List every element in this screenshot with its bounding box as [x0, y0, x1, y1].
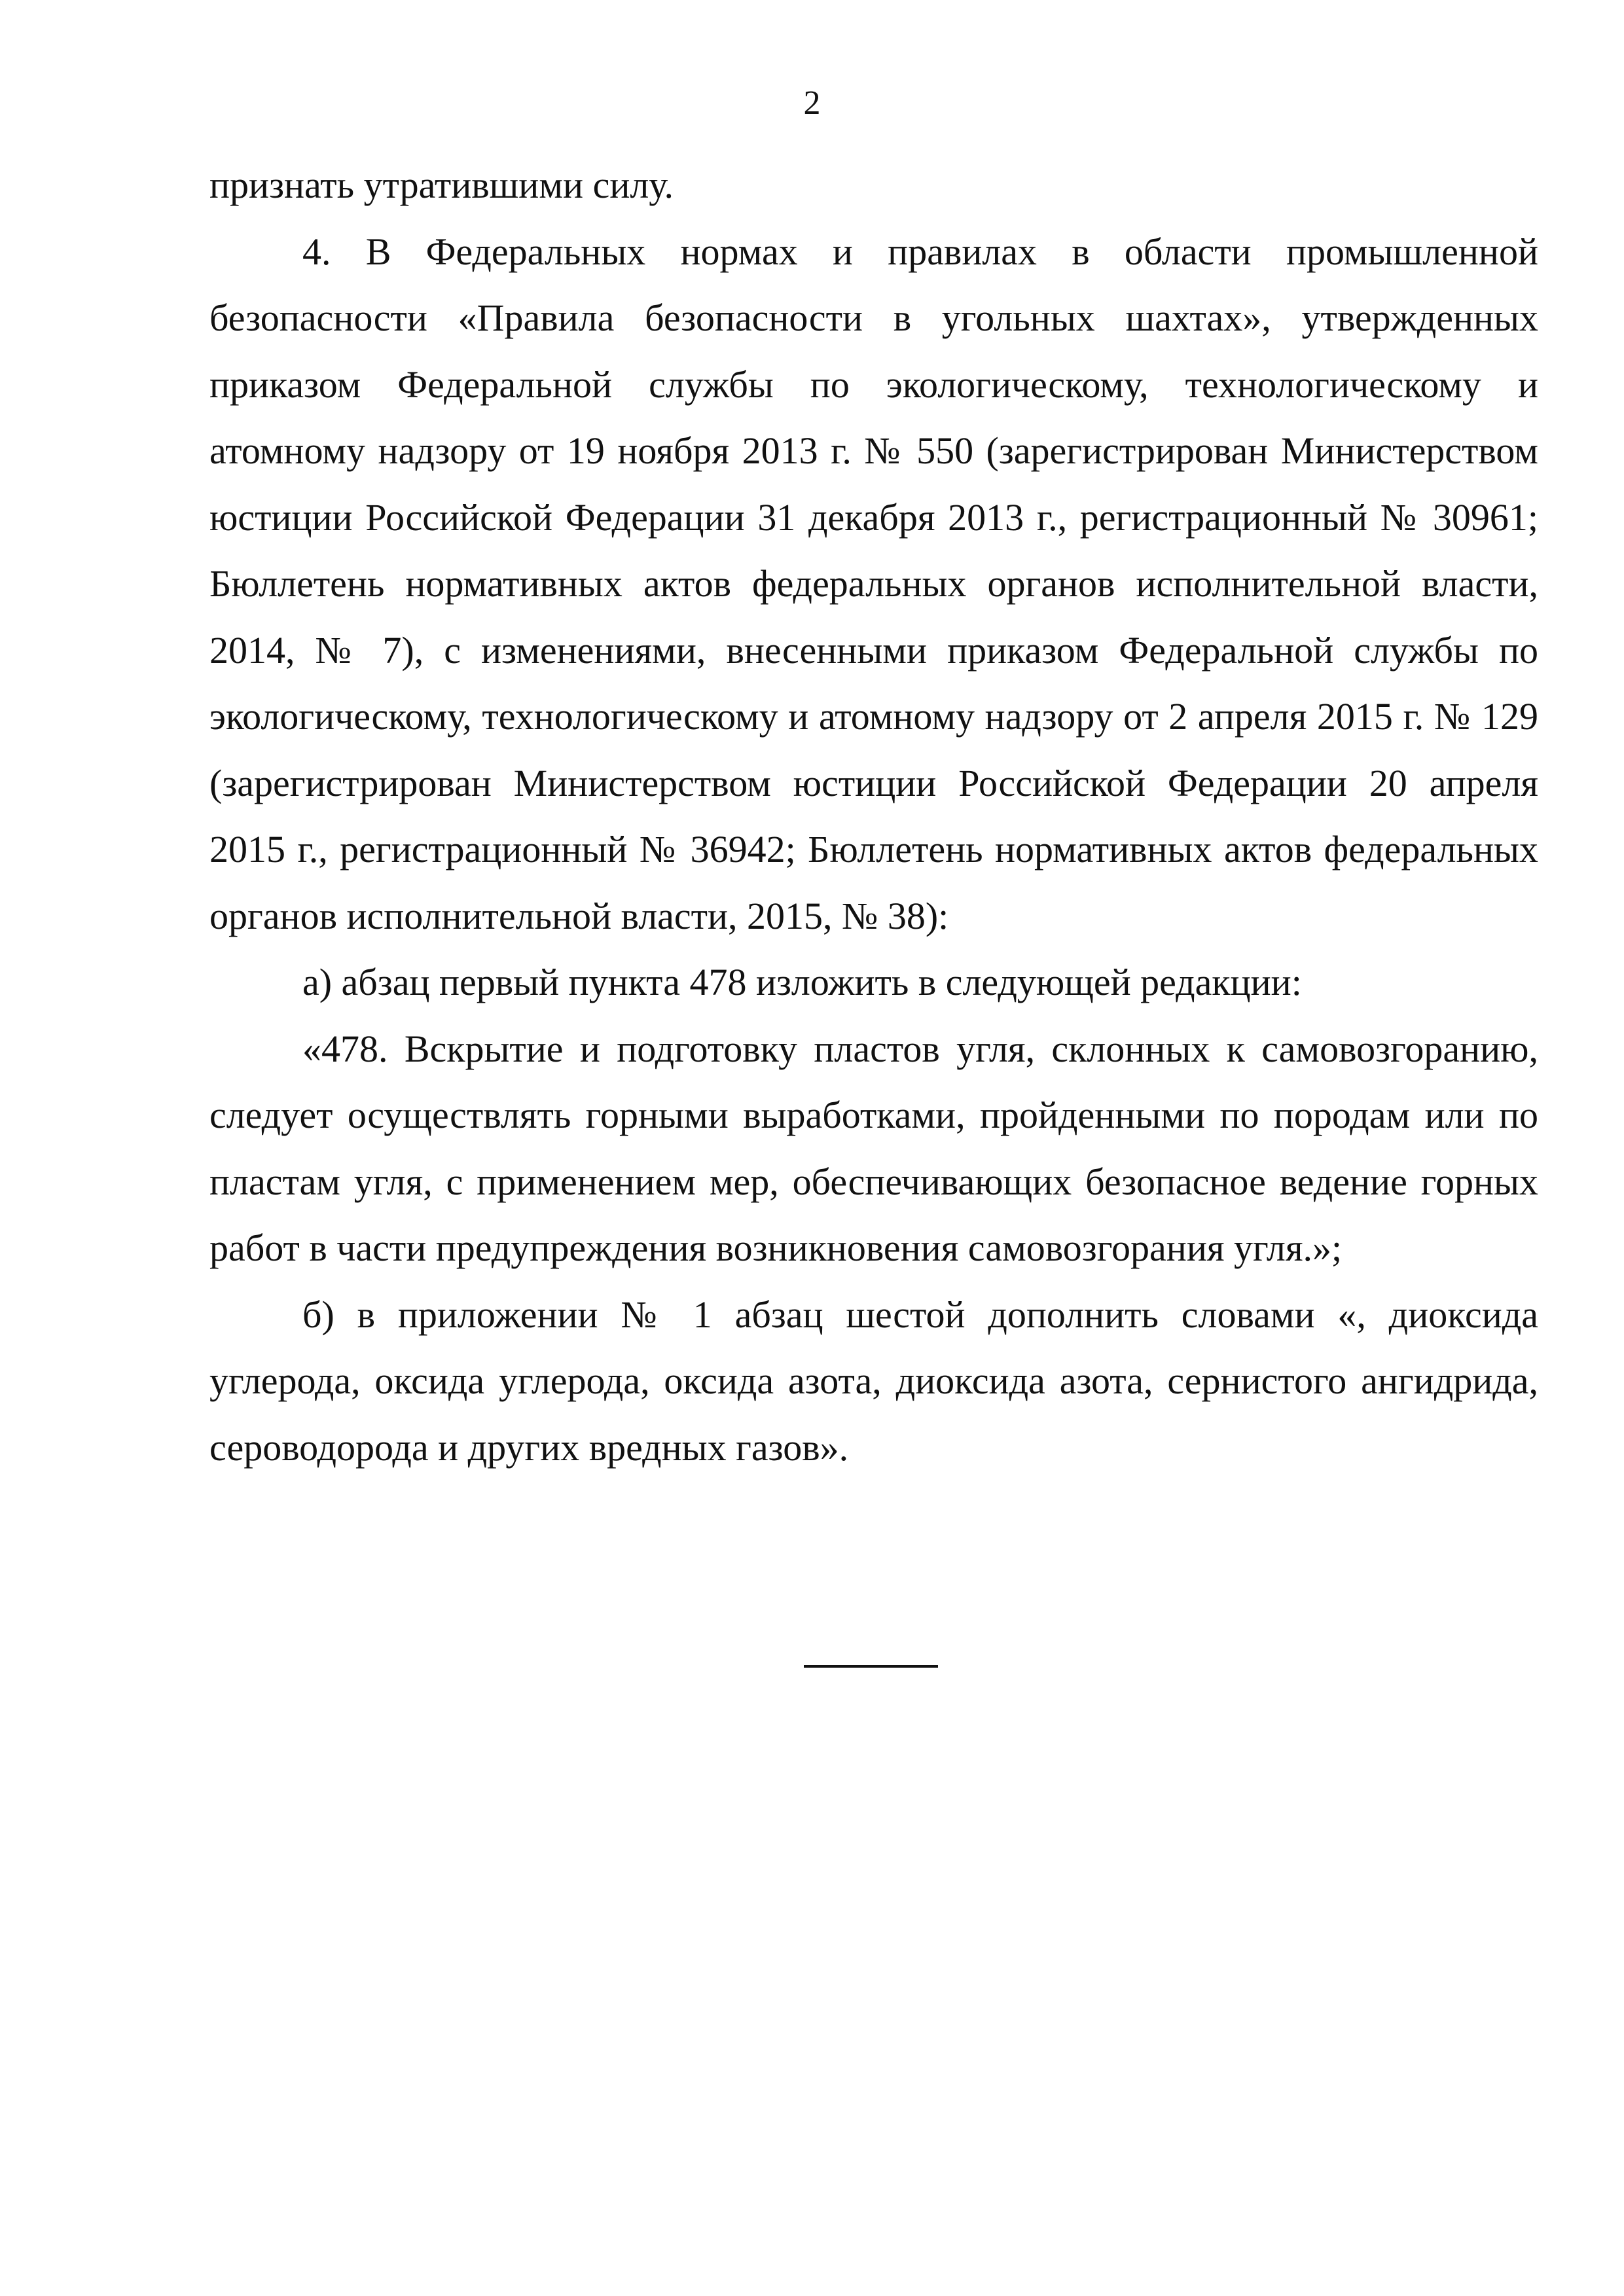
page-number: 2 — [803, 84, 821, 122]
paragraph-item-4: 4. В Федеральных нормах и правилах в области промышленной безопасности «Правила безопасности в угольных шахтах», утвержденных приказом Федеральной службы по экологическому, технологическому и атомному надзору от 19 ноября 2013 г. № 550 (зарегистрирован Министерством юстиции Российской Федерации 31 декабря 2013 г., регистрационный № 30961; Бюллетень нормативных актов федеральных органов исполнительной власти, 2014, № 7), с изменениями, внесенными приказом Федеральной службы по экологическому, технологическому и атомному надзору от 2 апреля 2015 г. № 129 (зарегистрирован Министерством юстиции Российской Федерации 20 апреля 2015 г., регистрационный № 36942; Бюллетень нормативных актов федеральных органов исполнительной власти, 2015, № 38): — [209, 230, 1538, 937]
paragraph-quoted-478: «478. Вскрытие и подготовку пластов угля, склонных к самовозгоранию, следует осуществлять горными выработками, пройденными по породам или по пластам угля, с применением мер, обеспечивающих безопасное ведение горных работ в части предупреждения возникновения самовозгорания угля.»; — [209, 1027, 1538, 1269]
paragraph-subitem-b: б) в приложении № 1 абзац шестой дополнить словами «, диоксида углерода, оксида углерода, оксида азота, диоксида азота, сернистого ангидрида, сероводорода и других вредных газов». — [209, 1293, 1538, 1469]
paragraph-subitem-a: а) абзац первый пункта 478 изложить в следующей редакции: — [302, 961, 1302, 1003]
document-body — [209, 152, 1538, 1480]
end-of-text-divider — [804, 1665, 938, 1668]
paragraph-continuation: признать утратившими силу. — [209, 164, 674, 206]
